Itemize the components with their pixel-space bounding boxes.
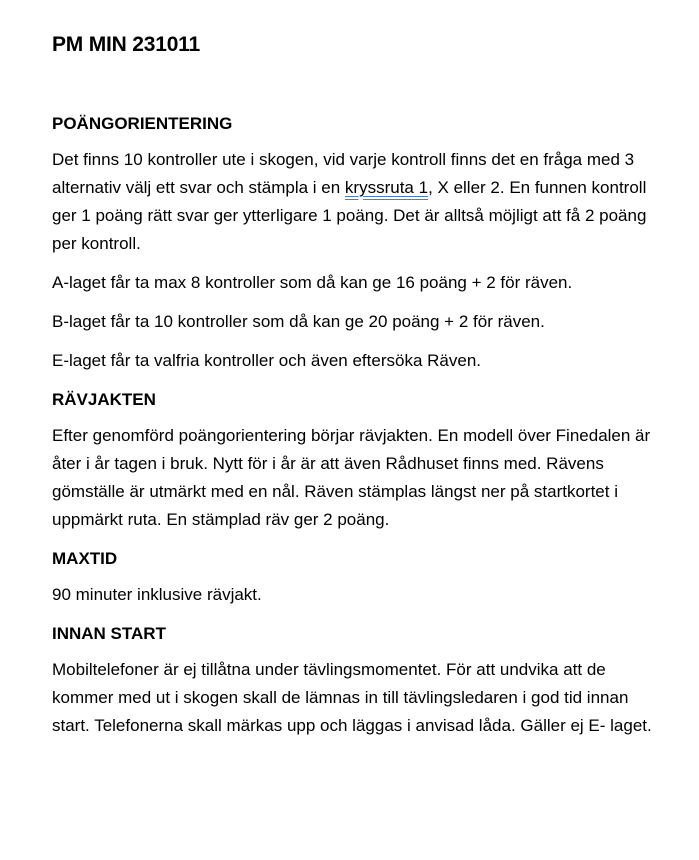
paragraph-innan-start: Mobiltelefoner är ej tillåtna under tävlingsmomentet. För att undvika att de kommer med ut i skogen skall de lämnas in till tävlingsledaren i god tid innan start. Telefonerna skall märkas upp och läggas i anvisad låda. Gäller ej E- laget. xyxy=(52,660,652,735)
paragraph-text: , X eller 2. En funnen kontroll ger 1 poäng rätt svar ger ytterligare 1 poäng. Det är alltså möjligt att få 2 poäng per kontroll. xyxy=(52,178,647,253)
spacer xyxy=(52,375,662,388)
paragraph-ravjakten: Efter genomförd poängorientering börjar rävjakten. En modell över Finedalen är åter i år tagen i bruk. Nytt för i år är att även Rådhuset finns med. Rävens gömställe är utmärkt med en nål. Räven stämplas längst ner på startkortet i uppmärkt ruta. En stämplad räv ger 2 poäng. xyxy=(52,426,651,529)
heading-poangorientering: POÄNGORIENTERING xyxy=(52,114,233,133)
spacer xyxy=(52,297,662,308)
spacer xyxy=(52,136,662,146)
heading-ravjakten: RÄVJAKTEN xyxy=(52,390,156,409)
spacer xyxy=(52,336,662,347)
spacer xyxy=(52,571,662,581)
paragraph-e-laget: E-laget får ta valfria kontroller och även eftersöka Räven. xyxy=(52,351,481,370)
paragraph-b-laget: B-laget får ta 10 kontroller som då kan ge 20 poäng + 2 för räven. xyxy=(52,312,545,331)
spacer xyxy=(52,534,662,547)
paragraph-text: Det finns 10 kontroller ute i skogen, vid varje kontroll finns det en fråga med 3 alternativ välj ett svar och stämpla i en xyxy=(52,150,635,197)
paragraph-poang-rules xyxy=(52,146,662,258)
document-title: PM MIN 231011 xyxy=(52,33,200,56)
paragraph-a-laget: A-laget får ta max 8 kontroller som då kan ge 16 poäng + 2 för räven. xyxy=(52,273,573,292)
spacer xyxy=(52,646,662,656)
spacer xyxy=(52,258,662,269)
paragraph-maxtid: 90 minuter inklusive rävjakt. xyxy=(52,585,262,604)
heading-maxtid: MAXTID xyxy=(52,549,118,568)
title-spacer xyxy=(52,60,662,112)
spacer xyxy=(52,412,662,422)
heading-innan-start: INNAN START xyxy=(52,624,166,643)
spacer xyxy=(52,609,662,622)
spellcheck-marked-text: kryssruta 1 xyxy=(344,178,429,197)
document-body xyxy=(52,30,662,740)
